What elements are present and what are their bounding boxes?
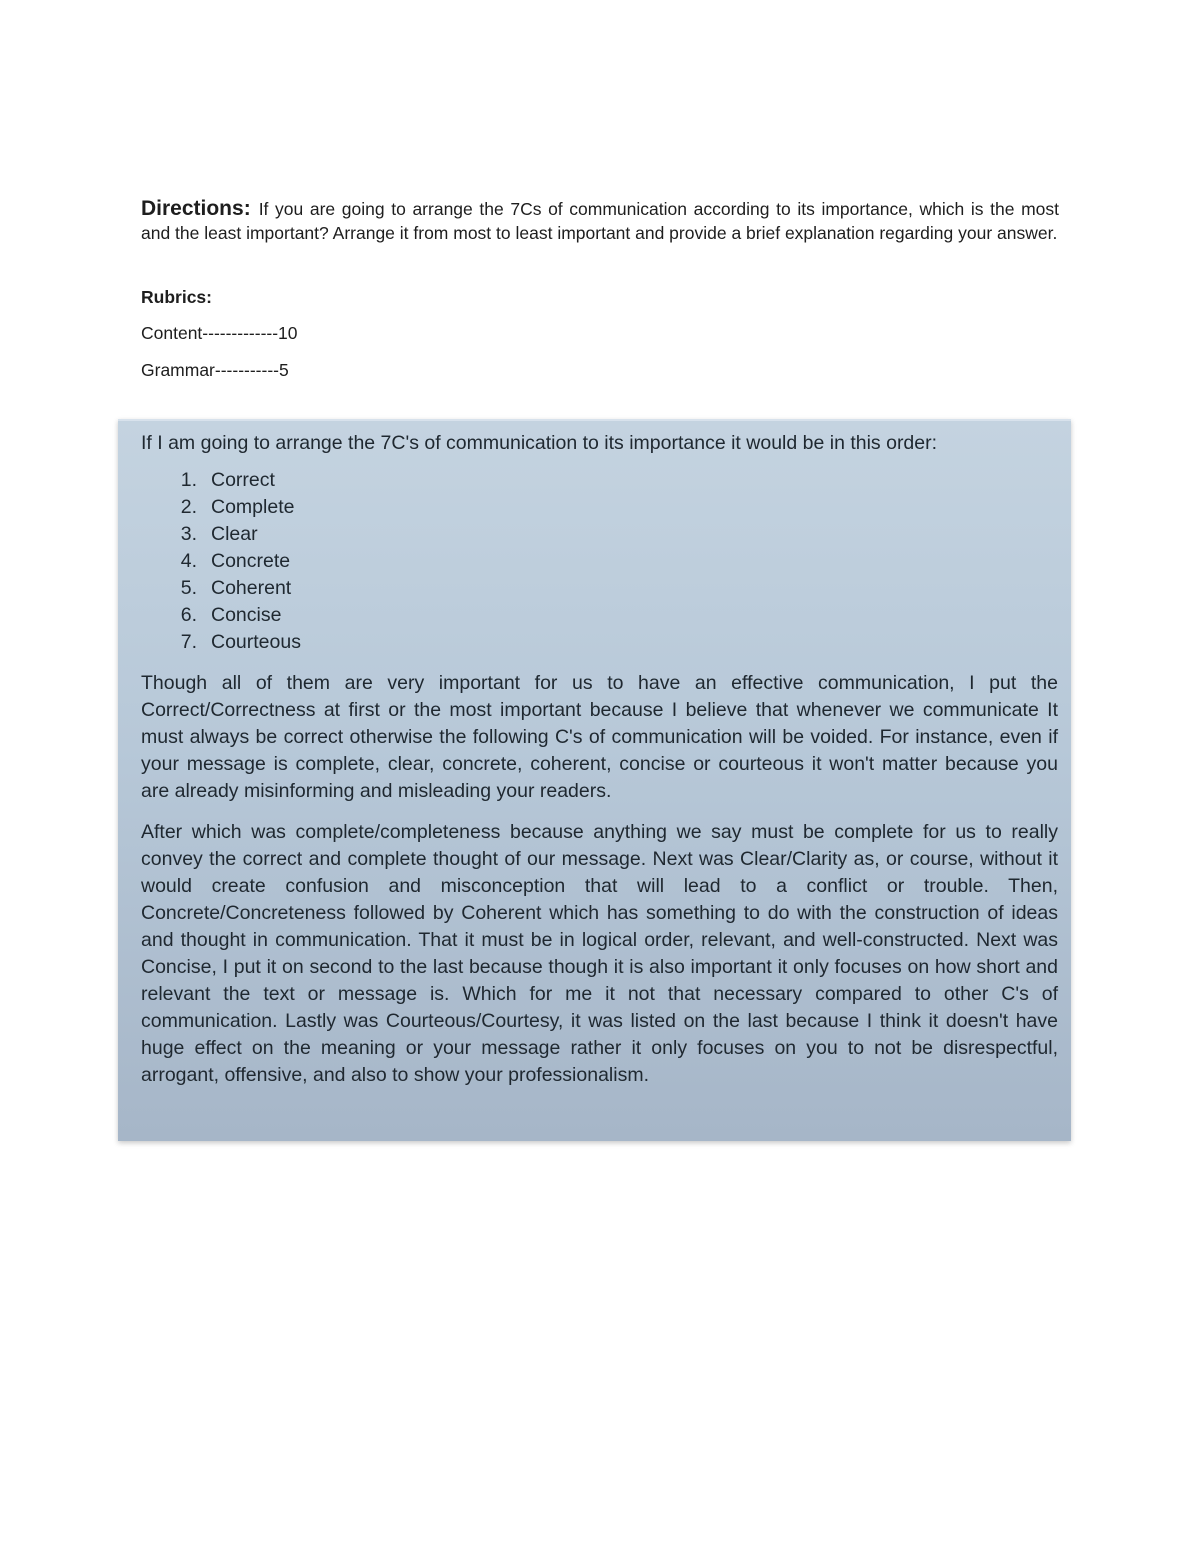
answer-intro: If I am going to arrange the 7C's of communication to its importance it would be in this order: — [141, 432, 938, 454]
list-item-label: Clear — [211, 523, 258, 545]
answer-box — [118, 419, 1071, 1141]
list-item-number: 6. — [180, 604, 197, 626]
list-item-number: 2. — [180, 496, 197, 518]
list-item-label: Correct — [211, 469, 275, 491]
list-item-number: 1. — [180, 469, 197, 491]
rubrics-heading: Rubrics: — [141, 287, 212, 307]
list-item-label: Complete — [211, 496, 295, 518]
rubric-grammar-line: Grammar-----------5 — [141, 360, 289, 380]
directions-text: If you are going to arrange the 7Cs of communication according to its importance, which is the most and the least important? Arrange it from most to least important and provide a brief explanation regarding your answer. — [141, 199, 1059, 243]
list-item — [141, 548, 1058, 575]
list-item-number: 7. — [180, 631, 197, 653]
importance-list — [141, 467, 1058, 656]
list-item-label: Courteous — [211, 631, 301, 653]
explanation-paragraph-1: Though all of them are very important for us to have an effective communication, I put the Correct/Correctness at first or the most important because I believe that whenever we communicate It must always be correct otherwise the following C's of communication will be voided. For instance, even if your message is complete, clear, concrete, coherent, concise or courteous it won't matter because you are already misinforming and misleading your readers. — [141, 672, 1058, 802]
rubric-content-line: Content-------------10 — [141, 323, 298, 343]
list-item-number: 5. — [180, 577, 197, 599]
list-item — [141, 575, 1058, 602]
directions-label: Directions: — [141, 197, 251, 220]
directions-block — [141, 197, 1059, 245]
list-item-number: 3. — [180, 523, 197, 545]
list-item-number: 4. — [180, 550, 197, 572]
list-item — [141, 521, 1058, 548]
explanation-paragraph-2: After which was complete/completeness because anything we say must be complete for us to really convey the correct and complete thought of our message. Next was Clear/Clarity as, or course, without it would create confusion and misconception that will lead to a conflict or trouble. Then, Concrete/Concreteness followed by Coherent which has something to do with the construction of ideas and thought in communication. That it must be in logical order, relevant, and well-constructed. Next was Concise, I put it on second to the last because though it is also important it only focuses on how short and relevant the text or message is. Which for me it not that necessary compared to other C's of communication. Lastly was Courteous/Courtesy, it was listed on the last because I think it doesn't have huge effect on the meaning or your message rather it only focuses on you to not be disrespectful, arrogant, offensive, and also to show your professionalism. — [141, 821, 1058, 1086]
list-item — [141, 494, 1058, 521]
list-item — [141, 467, 1058, 494]
list-item — [141, 629, 1058, 656]
list-item-label: Coherent — [211, 577, 292, 599]
list-item-label: Concise — [211, 604, 282, 626]
list-item — [141, 602, 1058, 629]
list-item-label: Concrete — [211, 550, 291, 572]
answer-content — [141, 430, 1058, 1103]
